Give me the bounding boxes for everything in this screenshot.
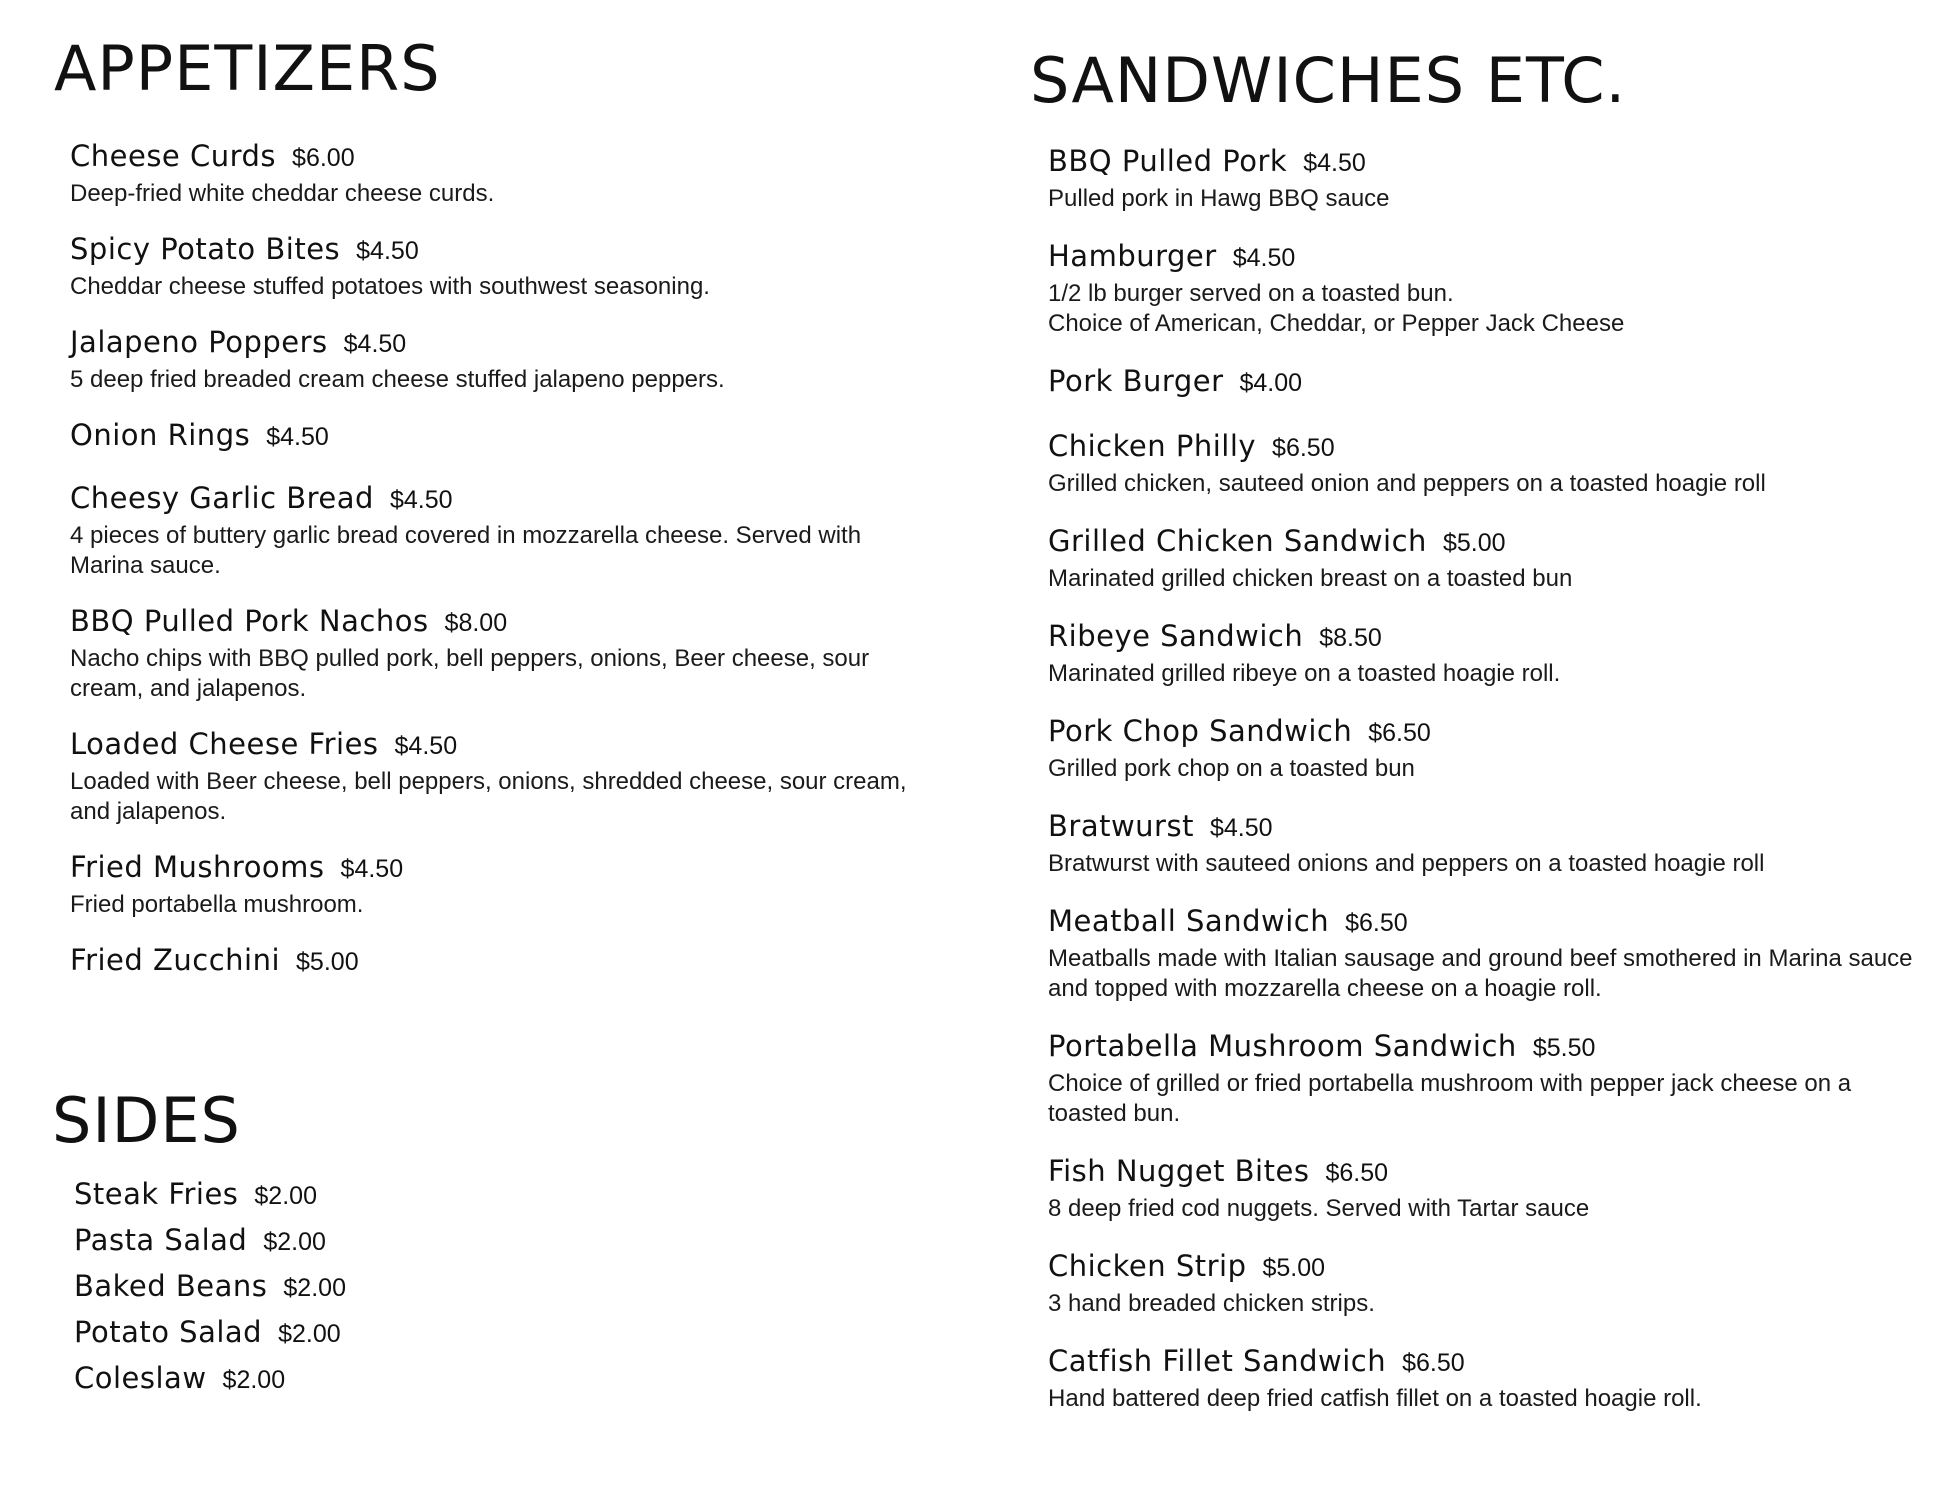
item-description: Bratwurst with sauteed onions and peppers on a toasted hoagie roll [1048,850,1765,877]
item-price: $4.50 [1303,149,1366,177]
item-name: Jalapeno Poppers [70,325,328,359]
item-price: $4.50 [356,237,419,265]
menu-item [70,603,940,704]
item-name: Spicy Potato Bites [70,232,341,266]
item-description: Pulled pork in Hawg BBQ sauce [1048,185,1390,212]
menu-item [70,231,940,302]
item-name: Grilled Chicken Sandwich [1048,524,1427,558]
item-price: $2.00 [278,1320,341,1348]
item-price: $4.00 [1239,369,1303,397]
menu-item [1048,713,1928,784]
menu-item [1048,363,1928,404]
menu-item [1048,1343,1928,1414]
item-price: $5.00 [296,948,359,976]
item-name: Pork Chop Sandwich [1048,714,1353,748]
menu-item [1048,523,1928,594]
item-name: Steak Fries [74,1177,239,1211]
item-price: $4.50 [343,330,407,358]
menu-item [1048,618,1928,689]
item-price: $5.00 [1442,529,1506,557]
menu-item [1048,903,1928,1004]
item-description-line2: Choice of American, Cheddar, or Pepper Jack Cheese [1048,310,1625,337]
menu-item [70,942,940,983]
item-price: $2.00 [254,1182,317,1210]
item-name: Hamburger [1048,239,1217,273]
item-price: $6.50 [1402,1349,1465,1377]
item-name: Chicken Strip [1048,1249,1247,1283]
menu-item [1048,1248,1928,1319]
item-price: $6.50 [1272,434,1335,462]
item-price: $6.50 [1325,1159,1388,1187]
item-description: Cheddar cheese stuffed potatoes with southwest seasoning. [70,273,710,300]
item-name: Ribeye Sandwich [1048,619,1304,653]
menu-item [70,480,940,581]
item-description: Meatballs made with Italian sausage and ground beef smothered in Marina sauce and topped with mozzarella cheese on a hoagie roll. [1048,945,1913,1002]
menu-item [74,1222,674,1263]
menu-item [1048,1153,1928,1224]
menu-item [74,1268,674,1309]
item-name: Loaded Cheese Fries [70,727,379,761]
item-name: Portabella Mushroom Sandwich [1048,1029,1517,1063]
menu-item [70,417,940,458]
menu-item [70,849,940,920]
item-name: Pork Burger [1048,364,1224,398]
menu-item [1048,1028,1928,1129]
item-name: Cheesy Garlic Bread [70,481,374,515]
appetizers-heading: APPETIZERS [54,32,441,105]
item-name: Coleslaw [74,1361,207,1395]
item-price: $5.50 [1532,1034,1596,1062]
item-price: $8.50 [1319,624,1382,652]
item-description: 5 deep fried breaded cream cheese stuffed jalapeno peppers. [70,366,725,393]
sides-heading: SIDES [52,1084,241,1157]
menu-item [70,726,940,827]
menu-item [1048,143,1928,214]
item-name: Baked Beans [74,1269,268,1303]
sandwiches-heading: SANDWICHES ETC. [1030,44,1627,117]
item-description: Marinated grilled chicken breast on a toasted bun [1048,565,1573,592]
sandwiches-list [1048,143,1928,1438]
item-description: Choice of grilled or fried portabella mushroom with pepper jack cheese on a toasted bun. [1048,1070,1852,1127]
item-description: 1/2 lb burger served on a toasted bun. [1048,280,1454,307]
item-description: 8 deep fried cod nuggets. Served with Tartar sauce [1048,1195,1590,1222]
item-price: $4.50 [266,423,329,451]
item-description: Nacho chips with BBQ pulled pork, bell peppers, onions, Beer cheese, sour cream, and jalapenos. [70,645,870,702]
appetizers-list [70,138,940,1005]
item-name: Bratwurst [1048,809,1194,843]
item-description: Deep-fried white cheddar cheese curds. [70,180,495,207]
menu-item [74,1360,674,1401]
item-description: Hand battered deep fried catfish fillet on a toasted hoagie roll. [1048,1385,1702,1412]
item-name: Fried Zucchini [70,943,281,977]
item-price: $4.50 [1232,244,1296,272]
item-price: $2.00 [283,1274,346,1302]
item-name: Fish Nugget Bites [1048,1154,1310,1188]
item-price: $4.50 [340,855,404,883]
item-name: Chicken Philly [1048,429,1257,463]
item-description: 3 hand breaded chicken strips. [1048,1290,1375,1317]
menu-item [70,138,940,209]
item-price: $5.00 [1262,1254,1326,1282]
item-name: Meatball Sandwich [1048,904,1330,938]
item-description: Fried portabella mushroom. [70,891,364,918]
item-price: $4.50 [389,486,453,514]
item-price: $4.50 [1209,814,1273,842]
item-description: Grilled pork chop on a toasted bun [1048,755,1415,782]
menu-item [1048,808,1928,879]
item-price: $2.00 [222,1366,286,1394]
menu-item [74,1314,674,1355]
item-name: BBQ Pulled Pork Nachos [70,604,429,638]
item-name: Cheese Curds [70,139,277,173]
item-price: $6.50 [1345,909,1408,937]
item-name: Onion Rings [70,418,251,452]
item-name: Potato Salad [74,1315,263,1349]
item-description: Marinated grilled ribeye on a toasted hoagie roll. [1048,660,1561,687]
item-description: 4 pieces of buttery garlic bread covered in mozzarella cheese. Served with Marina sauce. [70,522,862,579]
item-name: Pasta Salad [74,1223,248,1257]
item-name: Fried Mushrooms [70,850,325,884]
menu-item [70,324,940,395]
item-price: $6.00 [292,144,355,172]
menu-item [1048,428,1928,499]
menu-item [1048,238,1928,339]
item-price: $8.00 [444,609,508,637]
item-price: $2.00 [263,1228,326,1256]
item-price: $4.50 [394,732,458,760]
menu-item [74,1176,674,1217]
item-name: Catfish Fillet Sandwich [1048,1344,1387,1378]
item-description: Loaded with Beer cheese, bell peppers, onions, shredded cheese, sour cream, and jalapenos. [70,768,907,825]
item-name: BBQ Pulled Pork [1048,144,1288,178]
sides-list [74,1176,674,1406]
item-price: $6.50 [1368,719,1431,747]
item-description: Grilled chicken, sauteed onion and peppers on a toasted hoagie roll [1048,470,1766,497]
